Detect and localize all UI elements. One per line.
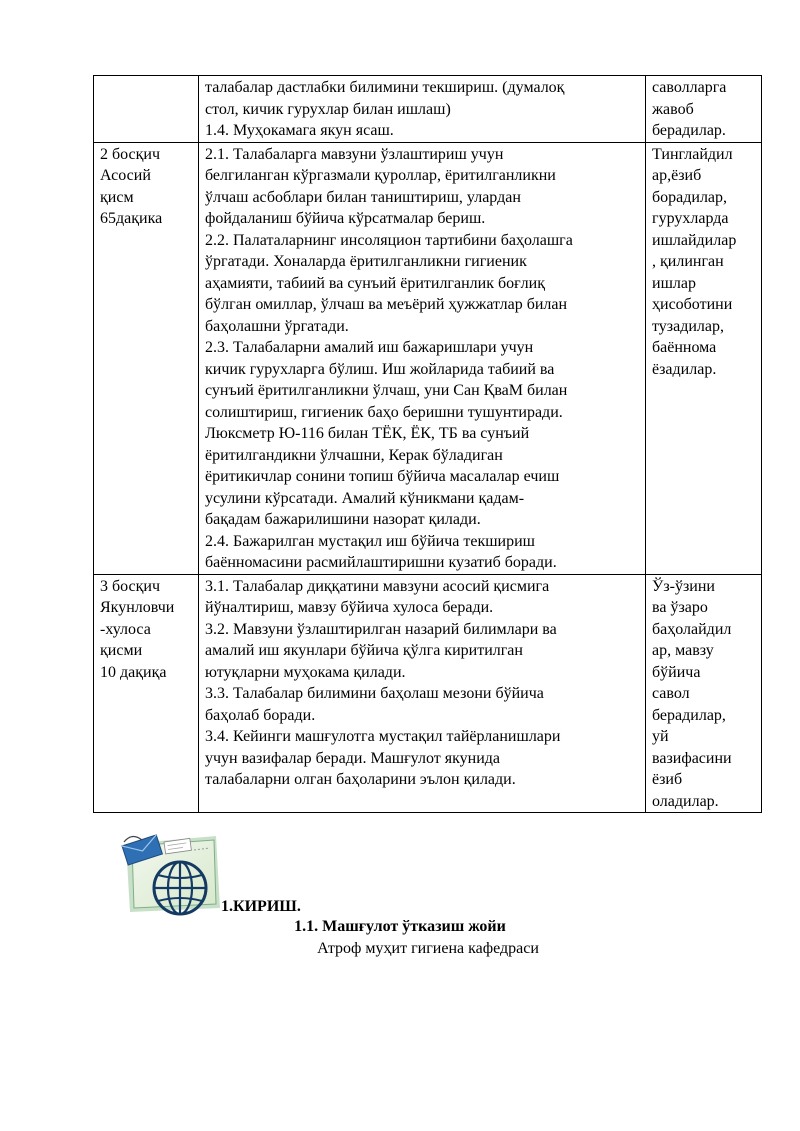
- cell-line: Ўз-ўзини: [652, 577, 715, 595]
- cell-line: қисми: [100, 642, 143, 659]
- cell-line: 65дақика: [100, 210, 163, 227]
- table-row: [94, 574, 762, 813]
- cell-line: Асосий: [100, 167, 151, 184]
- content-cell: [199, 574, 646, 813]
- cell-line: ёритикичлар сонини топиш бўйича масалалар ечиш: [205, 468, 560, 485]
- globe-envelope-icon: [118, 832, 224, 916]
- cell-line: Тинглайдил: [652, 145, 733, 163]
- cell-line: саволларга: [652, 79, 727, 96]
- cell-line: талабаларни олган баҳоларини эълон қилади.: [205, 771, 516, 788]
- cell-line: Люксметр Ю-116 билан ТЁК, ЁК, ТБ ва сунъий: [205, 425, 530, 442]
- cell-line: ишлар: [652, 274, 696, 292]
- cell-line: баҳолаб боради.: [205, 706, 316, 724]
- cell-line: 2.1. Талабаларга мавзуни ўзлаштириш учун: [205, 145, 504, 163]
- section-heading: 1.КИРИШ.: [221, 898, 301, 915]
- cell-line: солиштириш, гигиеник баҳо беришни тушунтиради.: [205, 403, 563, 421]
- student-activity-cell: [646, 76, 762, 143]
- cell-line: фойдаланиш бўйича кўрсатмалар бериш.: [205, 210, 486, 227]
- content-cell: [199, 142, 646, 574]
- student-activity-cell: [646, 574, 762, 813]
- cell-line: берадилар.: [652, 122, 726, 139]
- cell-line: , қилинган: [652, 253, 724, 270]
- cell-line: амалий иш якунлари бўйича қўлга киритилган: [205, 642, 523, 659]
- cell-line: 3.2. Мавзуни ўзлаштирилган назарий билимлари ва: [205, 620, 557, 638]
- cell-line: усулини кўрсатади. Амалий кўникмани қадам-: [205, 489, 525, 507]
- cell-line: гурухларда: [652, 210, 729, 227]
- cell-line: ўлчаш асбоблари билан таништириш, улардан: [205, 188, 521, 206]
- cell-line: баённома: [652, 339, 717, 356]
- cell-line: 2 босқич: [100, 145, 161, 163]
- cell-line: кичик гурухларга бўлиш. Иш жойларида табиий ва: [205, 360, 555, 378]
- cell-line: 3.3. Талабалар билимини баҳолаш мезони бўйича: [205, 685, 544, 702]
- cell-line: 1.4. Муҳокамага якун ясаш.: [205, 122, 394, 139]
- cell-line: ёзиб: [652, 771, 683, 788]
- cell-line: ўргатади. Хоналарда ёритилганликни гигиеник: [205, 253, 527, 270]
- cell-line: ар, мавзу: [652, 642, 714, 659]
- stage-cell: [94, 76, 199, 143]
- cell-line: бақадам бажарилишини назорат қилади.: [205, 511, 481, 528]
- cell-line: учун вазифалар беради. Машғулот якунида: [205, 749, 501, 767]
- student-activity-cell: [646, 142, 762, 574]
- cell-line: 3 босқич: [100, 577, 161, 595]
- stage-cell: [94, 142, 199, 574]
- cell-line: ар,ёзиб: [652, 167, 702, 184]
- cell-line: -хулоса: [100, 620, 151, 638]
- cell-line: 3.1. Талабалар диққатини мавзуни асосий қисмига: [205, 577, 550, 595]
- cell-line: уй: [652, 728, 669, 745]
- cell-line: 2.4. Бажарилган мустақил иш бўйича текшириш: [205, 532, 535, 550]
- cell-line: баҳолайдил: [652, 620, 732, 638]
- cell-line: қисм: [100, 188, 134, 206]
- cell-line: 2.3. Талабаларни амалий иш бажаришлари учун: [205, 339, 534, 356]
- cell-line: савол: [652, 685, 690, 702]
- department-name: Атроф муҳит гигиена кафедраси: [317, 940, 539, 957]
- lesson-plan-table: [93, 75, 762, 813]
- cell-line: белгиланган кўргазмали қуроллар, ёритилганликни: [205, 167, 556, 184]
- cell-line: баённомасини расмийлаштиришни кузатиб боради.: [205, 554, 557, 571]
- cell-line: ҳисоботини: [652, 296, 733, 313]
- cell-line: стол, кичик гурухлар билан ишлаш): [205, 100, 451, 118]
- cell-line: Якунловчи: [100, 599, 175, 616]
- cell-line: жавоб: [652, 100, 694, 118]
- cell-line: ишлайдилар: [652, 231, 737, 249]
- cell-line: 10 дақиқа: [100, 663, 167, 681]
- cell-line: йўналтириш, мавзу бўйича хулоса беради.: [205, 599, 494, 616]
- cell-line: ёзадилар.: [652, 360, 717, 378]
- cell-line: 3.4. Кейинги машғулотга мустақил тайёрланишлари: [205, 728, 561, 745]
- cell-line: талабалар дастлабки билимини текшириш. (думалоқ: [205, 79, 565, 96]
- cell-line: ёритилгандикни ўлчашни, Керак бўладиган: [205, 446, 503, 464]
- cell-line: тузадилар,: [652, 317, 724, 335]
- cell-line: берадилар,: [652, 706, 726, 724]
- table-row: [94, 142, 762, 574]
- cell-line: оладилар.: [652, 792, 719, 810]
- cell-line: 2.2. Палаталарнинг инсоляцион тартибини баҳолашга: [205, 231, 573, 249]
- cell-line: сунъий ёритилганликни ўлчаш, уни Сан ҚваМ билан: [205, 382, 568, 399]
- content-cell: [199, 76, 646, 143]
- cell-line: бўйича: [652, 663, 701, 681]
- cell-line: бўлган омиллар, ўлчаш ва меъёрий ҳужжатлар билан: [205, 296, 568, 313]
- stage-cell: [94, 574, 199, 813]
- section-subheading: 1.1. Машғулот ўтказиш жойи: [294, 918, 506, 935]
- cell-line: баҳолашни ўргатади.: [205, 317, 349, 335]
- cell-line: борадилар,: [652, 188, 728, 206]
- cell-line: аҳамияти, табиий ва сунъий ёритилганлик боғлиқ: [205, 274, 545, 292]
- cell-line: ва ўзаро: [652, 599, 708, 616]
- table-row: [94, 76, 762, 143]
- cell-line: вазифасини: [652, 749, 732, 767]
- cell-line: ютуқларни муҳокама қилади.: [205, 663, 406, 681]
